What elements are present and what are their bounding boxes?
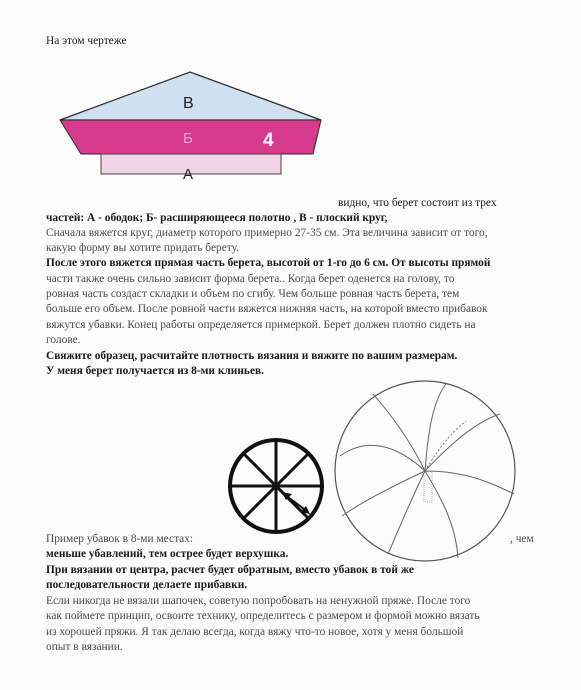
text-line-5: части также очень сильно зависит форма берета.. Когда берет оденется на голову, то <box>46 273 455 285</box>
text-line-3: какую форму вы хотите придать берету. <box>46 242 239 254</box>
label-a: А <box>183 166 194 183</box>
text-line-6: ровная часть создаст складки и объем по сгибу. Чем больше ровная часть берета, тем <box>46 288 460 300</box>
bottom-line-7: опыт в вязании. <box>46 641 123 653</box>
eight-segment-circle-icon <box>224 436 334 536</box>
text-line-9: голове. <box>46 334 81 346</box>
text-line-2: Сначала вяжется круг, диаметр которого примерно 27-35 см. Эта величина зависит от того, <box>46 227 488 239</box>
beret-diagram <box>55 68 325 188</box>
label-b: Б <box>183 130 193 147</box>
bottom-line-1: меньше убавлений, тем острее будет верхушка. <box>46 548 289 560</box>
text-line-8: вяжутся убавки. Конец работы определяется примеркой. Берет должен плотно сидеть на <box>46 319 476 331</box>
heading: На этом чертеже <box>46 35 127 47</box>
bottom-line-3: последовательности делаете прибавки. <box>46 579 248 591</box>
text-line-4: После этого вяжется прямая часть берета, высотой от 1-го до 6 см. От высоты прямой <box>46 257 491 269</box>
text-line-1: частей: А - ободок; Б- расширяющееся полотно , В - плоский круг, <box>46 212 388 224</box>
text-line-7: больше его объем. После ровной части вяжется нижняя часть, на которой вместо прибавок <box>46 303 488 315</box>
bottom-line-6: из хорошей пряжи. Я так делаю всегда, когда вяжу что-то новое, хотя у меня большой <box>46 626 464 638</box>
caption-left: Пример убавок в 8-ми местах: <box>46 533 194 545</box>
bottom-line-2: При вязании от центра, расчет будет обратным, вместо убавок в той же <box>46 564 414 576</box>
bottom-line-5: как поймете принцип, освоите технику, определитесь с размером и формой можно вязать <box>46 610 480 622</box>
after-diagram-text: видно, что берет состоит из трех <box>338 197 497 209</box>
label-4: 4 <box>263 130 274 151</box>
swirl-circle-icon <box>328 376 523 566</box>
label-v: В <box>183 95 194 112</box>
bottom-line-4: Если никогда не вязали шапочек, советую попробовать на ненужной пряже. После того <box>46 595 471 607</box>
text-line-10: Свяжите образец, расчитайте плотность вязания и вяжите по вашим размерам. <box>46 350 458 362</box>
caption-right: , чем <box>510 533 534 545</box>
text-line-11: У меня берет получается из 8-ми клиньев. <box>46 365 265 377</box>
